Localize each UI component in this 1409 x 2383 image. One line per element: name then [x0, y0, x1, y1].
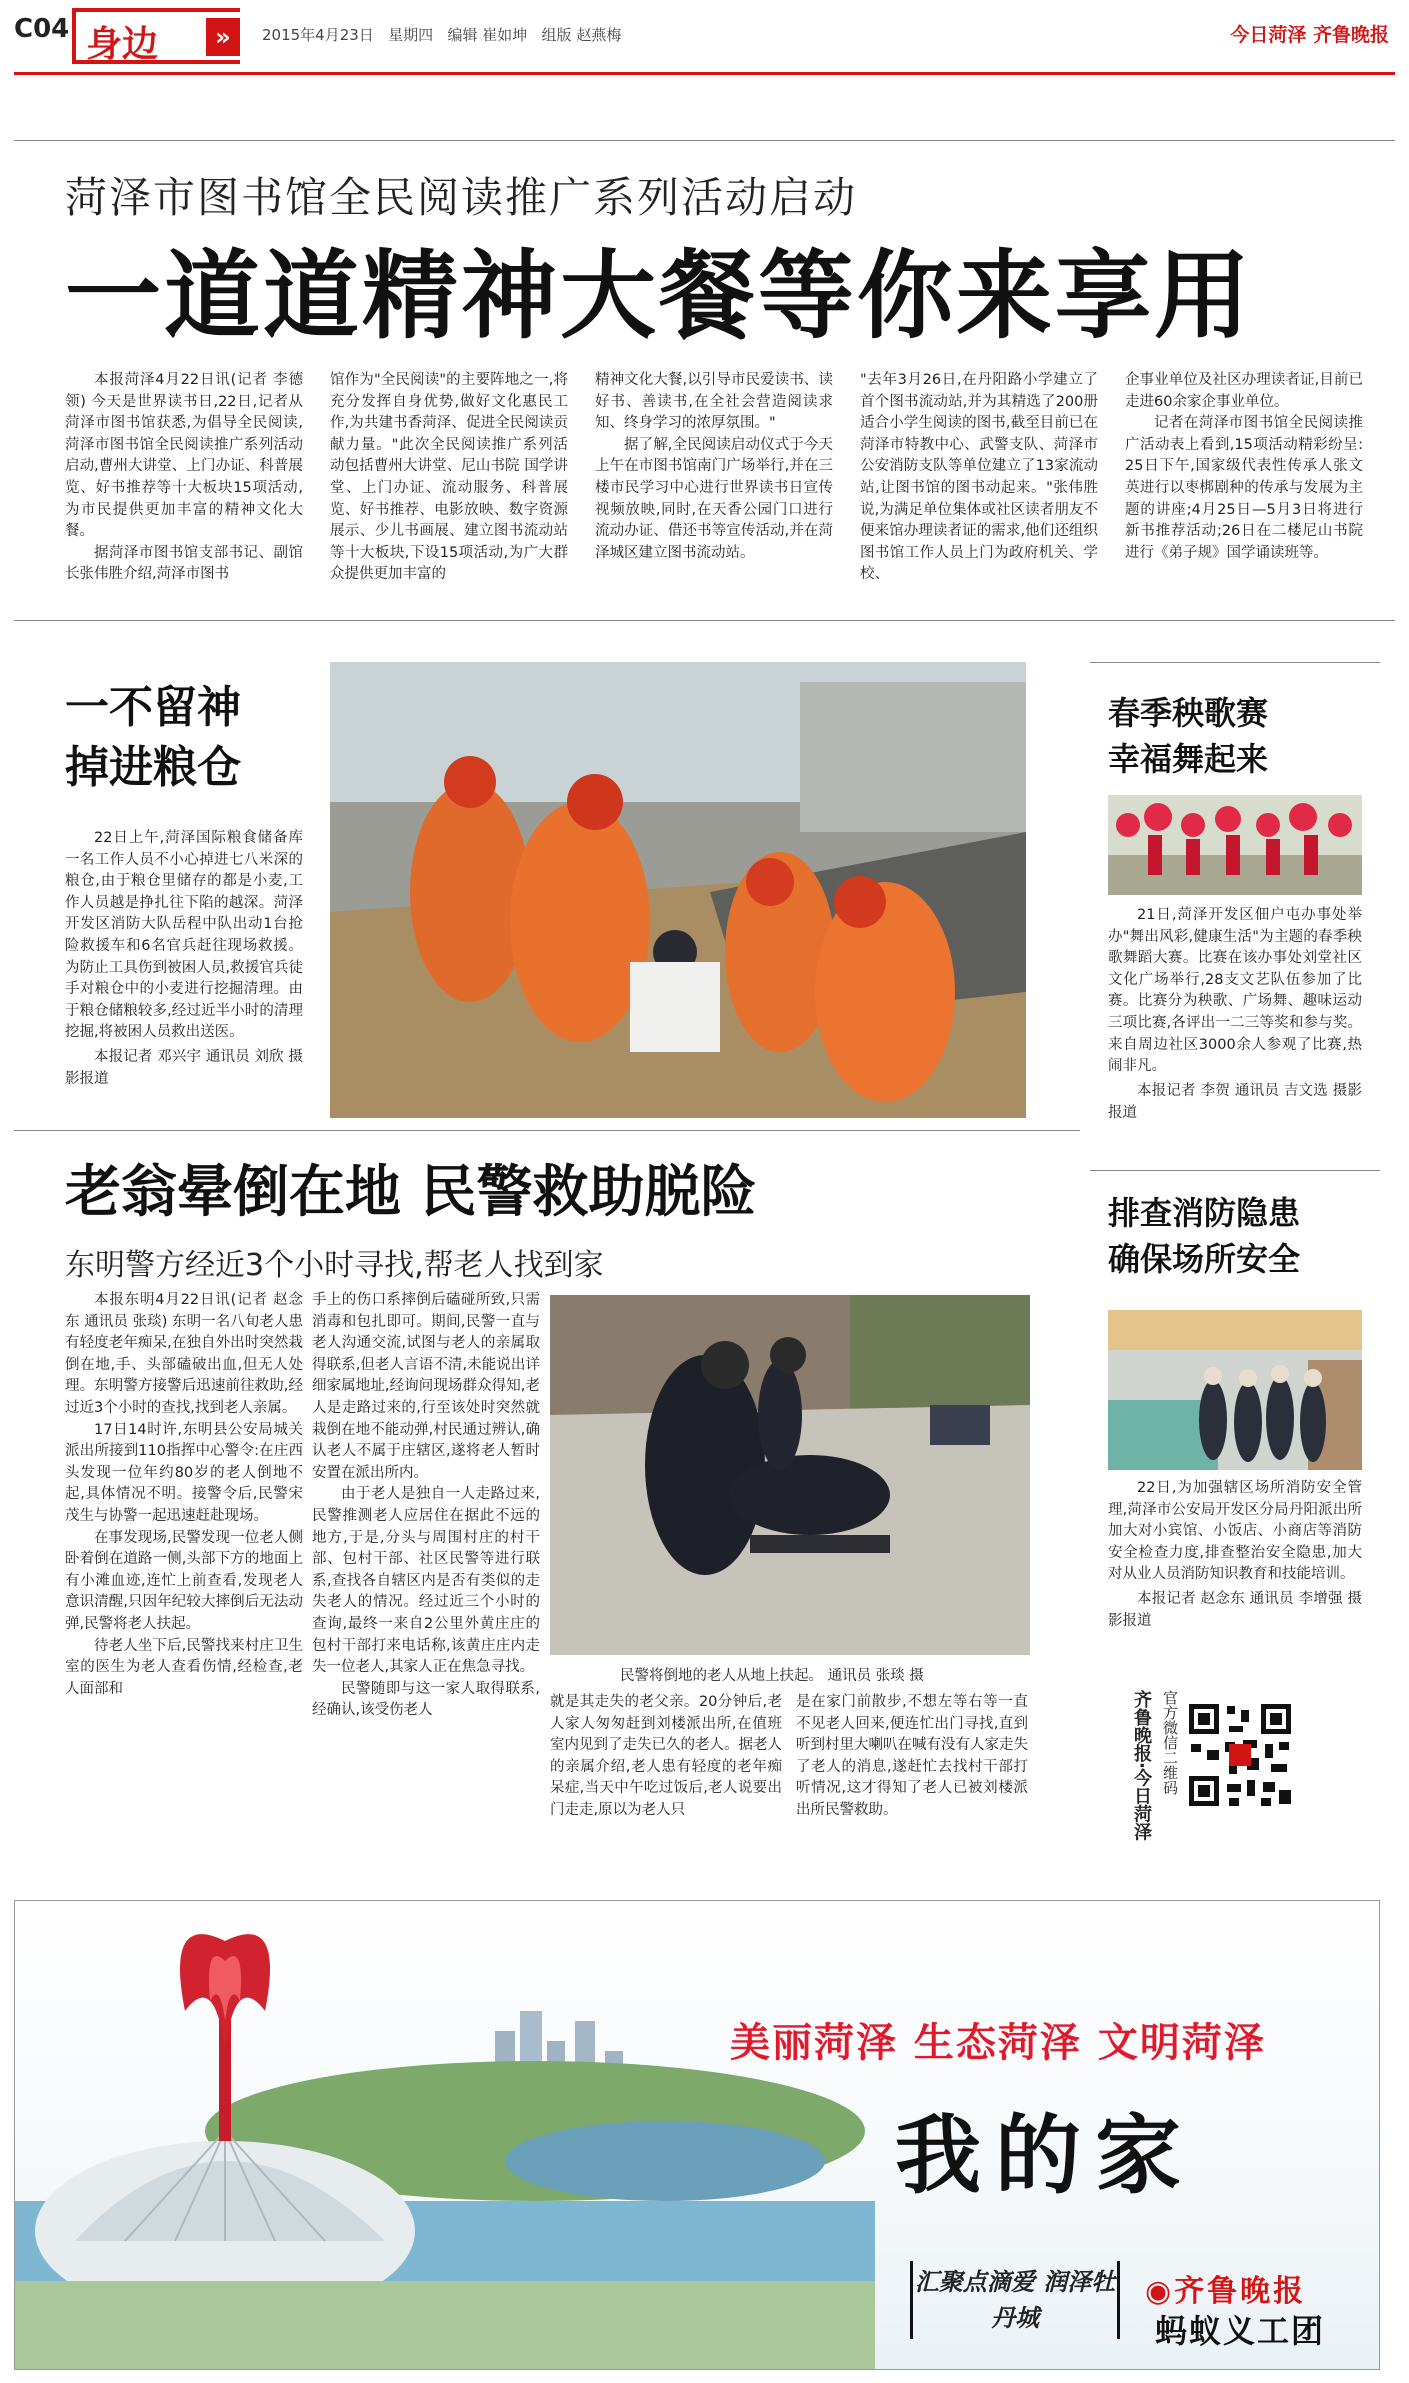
dance-title-line-2: 幸福舞起来: [1108, 740, 1269, 778]
paragraph: "去年3月26日,在丹阳路小学建立了首个图书流动站,并为其精选了200册适合小学生阅读的图书,截至目前已在菏泽市特教中心、武警支队、菏泽市公安消防支队等单位建立了13家流动站,让图书馆的图书动起来。"张伟胜说,为满足单位集体或社区读者朋友不便来馆办理读者证的需求,他们还组织图书馆工作人员上门为政府机关、学校、: [860, 372, 1098, 583]
grain-body: [65, 828, 303, 1090]
fire-top-rule: [1090, 1170, 1380, 1171]
ad-slogan: 美丽菏泽 生态菏泽 文明菏泽: [730, 2020, 1266, 2066]
rescue-photo: [550, 1295, 1030, 1655]
page-number: C04: [14, 14, 70, 44]
ad-banner: [14, 1900, 1380, 2370]
lead-bottom-rule: [14, 620, 1395, 621]
grain-photo-illustration: [330, 662, 1026, 1118]
paragraph: 是在家门前散步,不想左等右等一直不见老人回来,便连忙出门寻找,直到听到村里大喇叭在喊有没有人家走失了老人的消息,遂赶忙去找村干部打听情况,这才得知了老人已被刘楼派出所民警救助。: [796, 1694, 1028, 1818]
masthead-brand: 今日菏泽 齐鲁晚报: [1230, 24, 1389, 46]
issue-weekday: 星期四: [388, 26, 434, 44]
section-logo: [72, 8, 240, 64]
lead-column-4: [860, 370, 1098, 586]
double-chevron-icon: »: [206, 18, 240, 56]
rescue-subhead: 东明警方经近3个小时寻找,帮老人找到家: [65, 1248, 604, 1283]
ad-title: 我的家: [895, 2105, 1195, 2206]
editor: 编辑 崔如坤: [447, 26, 528, 44]
paragraph: 待老人坐下后,民警找来村庄卫生室的医生为老人查看伤情,经检查,老人面部和: [65, 1637, 303, 1697]
dance-byline: 本报记者 李贺 通讯员 吉文选 摄影报道: [1108, 1082, 1362, 1121]
fire-byline: 本报记者 赵念东 通讯员 李增强 摄影报道: [1108, 1590, 1362, 1629]
wechat-qr-code[interactable]: [1185, 1700, 1295, 1810]
grain-rescue-photo: [330, 662, 1026, 1118]
header-rule: [14, 72, 1395, 75]
lead-kicker: 菏泽市图书馆全民阅读推广系列活动启动: [65, 173, 858, 222]
rescue-column-1: [65, 1290, 303, 1700]
issue-date: 2015年4月23日: [262, 26, 374, 44]
qr-code-icon: [1185, 1700, 1295, 1810]
lead-column-5: [1125, 370, 1363, 564]
rescue-top-rule: [14, 1130, 1080, 1131]
dance-photo: [1108, 795, 1362, 895]
qr-label-sub: 官方微信二维码: [1161, 1690, 1179, 1795]
paragraph: 精神文化大餐,以引导市民爱读书、读好书、善读书,在全社会营造阅读求知、终身学习的浓厚氛围。": [595, 372, 833, 432]
fire-body: [1108, 1478, 1362, 1632]
rescue-column-3: [550, 1692, 782, 1822]
paragraph: 据菏泽市图书馆支部书记、副馆长张伟胜介绍,菏泽市图书: [65, 544, 303, 583]
rescue-headline: 老翁晕倒在地 民警救助脱险: [65, 1160, 757, 1225]
issue-info: [262, 24, 621, 45]
lead-column-3: [595, 370, 833, 564]
fire-title-line-2: 确保场所安全: [1108, 1240, 1301, 1278]
lead-column-1: [65, 370, 303, 586]
fire-body-text: 22日,为加强辖区场所消防安全管理,菏泽市公安局开发区分局丹阳派出所加大对小宾馆、小饭店、小商店等消防安全检查力度,排查整治安全隐患,加大对从业人员消防知识教育和技能培训。: [1108, 1480, 1362, 1583]
paragraph: 记者在菏泽市图书馆全民阅读推广活动表上看到,15项活动精彩纷呈:25日下午,国家级代表性传承人张文英进行以枣梆剧种的传承与发展为主题的讲座;4月25日—5月3日将进行新书推荐活动;26日在二楼尼山书院进行《弟子规》国学诵读班等。: [1125, 415, 1363, 561]
rescue-column-2: [312, 1290, 540, 1722]
grain-title-line-2: 掉进粮仓: [65, 742, 241, 793]
paragraph: 由于老人是独自一人走路过来,民警推测老人应居住在据此不远的地方,于是,分头与周围村庄的村干部、包村干部、社区民警等进行联系,查找各自辖区内是否有类似的走失老人的情况。经过近三个小时的查询,最终一来自2公里外黄庄庄的包村干部打来电话称,该黄庄庄内走失一位老人,其家人正在焦急寻找。: [312, 1486, 540, 1676]
lead-top-rule: [14, 140, 1395, 141]
paragraph: 本报菏泽4月22日讯(记者 李德领) 今天是世界读书日,22日,记者从菏泽市图书馆获悉,为倡导全民阅读,菏泽市图书馆全民阅读推广系列活动启动,曹州大讲堂、上门办证、科普展览、好书推荐等十大板块15项活动,为市民提供更加丰富的精神文化大餐。: [65, 372, 303, 540]
rescue-photo-caption: 民警将倒地的老人从地上扶起。 通讯员 张琰 摄: [620, 1668, 924, 1684]
dance-title-line-1: 春季秧歌赛: [1108, 694, 1269, 732]
ad-brand-logo: [1145, 2266, 1345, 2310]
dance-body: [1108, 905, 1362, 1124]
paragraph: 据了解,全民阅读启动仪式于今天上午在市图书馆南门广场举行,并在三楼市民学习中心进行世界读书日宣传视频放映,同时,在天香公园门口进行流动办证、借还书等宣传活动,并在菏泽城区建立图书流动站。: [595, 436, 833, 561]
dance-top-rule: [1090, 662, 1380, 663]
ad-tag-left: 汇聚点滴爱 润泽牡丹城: [910, 2261, 1120, 2339]
paragraph: 民警随即与这一家人取得联系,经确认,该受伤老人: [312, 1680, 540, 1719]
lead-headline: 一道道精神大餐等你来享用: [65, 240, 1253, 352]
paragraph: 馆作为"全民阅读"的主要阵地之一,将充分发挥自身优势,做好文化惠民工作,为共建书香菏泽、促进全民阅读贡献力量。"此次全民阅读推广系列活动包括曹州大讲堂、尼山书院 国学讲堂、上门办证、流动服务、科普展览、好书推荐、电影放映、数字资源展示、少儿书画展、建立图书流动站等十大板块,下设15项活动,为广大群众提供更加丰富的: [330, 372, 568, 583]
ad-volunteer-group: 蚂蚁义工团: [1155, 2312, 1326, 2350]
layout-editor: 组版 赵燕梅: [541, 26, 622, 44]
lead-column-2: [330, 370, 568, 586]
grain-body-text: 22日上午,菏泽国际粮食储备库一名工作人员不小心掉进七八米深的粮仓,由于粮仓里储存的都是小麦,工作人员越是挣扎往下陷的越深。菏泽开发区消防大队岳程中队出动1台抢险救援车和6名官兵赶往现场救援。为防止工具伤到被困人员,救援官兵徒手对粮仓中的小麦进行挖掘清理。由于粮仓储粮较多,经过近半小时的清理挖掘,将被困人员救出送医。: [65, 830, 303, 1041]
fire-inspection-photo: [1108, 1310, 1362, 1470]
rescue-photo-illustration: [550, 1295, 1030, 1655]
dance-body-text: 21日,菏泽开发区佃户屯办事处举办"舞出风彩,健康生活"为主题的春季秧歌舞蹈大赛。比赛在该办事处刘堂社区文化广场举行,28支文艺队伍参加了比赛。比赛分为秧歌、广场舞、趣味运动三项比赛,各评出一二三等奖和参与奖。来自周边社区3000余人参观了比赛,热闹非凡。: [1108, 907, 1362, 1075]
paragraph: 就是其走失的老父亲。20分钟后,老人家人匆匆赶到刘楼派出所,在值班室内见到了走失已久的老人。据老人的亲属介绍,老人患有轻度的老年痴呆症,当天中午吃过饭后,老人说要出门走走,原以为老人只: [550, 1694, 782, 1818]
dance-photo-illustration: [1108, 795, 1362, 895]
ad-brand-icon: ◉: [1145, 2274, 1175, 2309]
paragraph: 17日14时许,东明县公安局城关派出所接到110指挥中心警令:在庄西头发现一位年约80岁的老人倒地不起,具体情况不明。接警令后,民警宋茂生与协警一起迅速赶赴现场。: [65, 1421, 303, 1524]
ad-brand-name: 齐鲁晚报: [1174, 2274, 1307, 2309]
grain-title-line-1: 一不留神: [65, 682, 241, 733]
section-name: 身边: [86, 24, 159, 65]
ad-cityscape-illustration: [15, 1901, 875, 2369]
fire-title-line-1: 排查消防隐患: [1108, 1194, 1301, 1232]
paragraph: 手上的伤口系摔倒后磕碰所致,只需消毒和包扎即可。期间,民警一直与老人沟通交流,试图与老人的亲属取得联系,但老人言语不清,未能说出详细家属地址,经询问现场群众得知,老人是走路过来的,行至该处时突然就栽倒在地不能动弹,村民通过辨认,确认老人不属于庄辖区,遂将老人暂时安置在派出所内。: [312, 1292, 540, 1481]
paragraph: 企事业单位及社区办理读者证,目前已走进60余家企事业单位。: [1125, 372, 1363, 410]
qr-label-main: 齐鲁晚报·今日菏泽: [1131, 1690, 1152, 1841]
grain-byline: 本报记者 邓兴宇 通讯员 刘欣 摄影报道: [65, 1048, 303, 1087]
rescue-column-4: [796, 1692, 1028, 1822]
paragraph: 在事发现场,民警发现一位老人侧卧着倒在道路一侧,头部下方的地面上有小滩血迹,连忙上前查看,发现老人意识清醒,只因年纪较大摔倒后无法动弹,民警将老人扶起。: [65, 1529, 303, 1632]
fire-photo-illustration: [1108, 1310, 1362, 1470]
paragraph: 本报东明4月22日讯(记者 赵念东 通讯员 张琰) 东明一名八旬老人患有轻度老年痴呆,在独自外出时突然栽倒在地,手、头部磕破出血,但无人处理。东明警方接警后迅速前往救助,经过近3个小时的查找,找到老人亲属。: [65, 1292, 303, 1416]
